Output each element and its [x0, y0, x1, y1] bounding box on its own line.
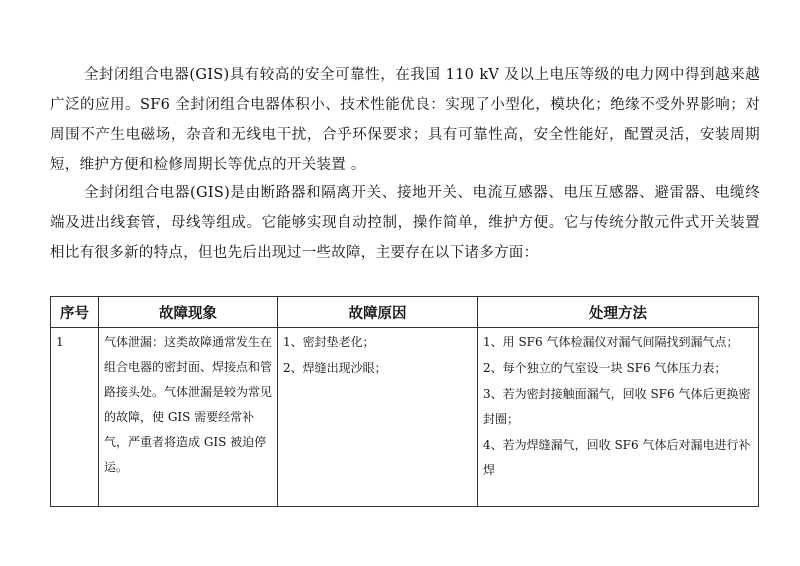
- header-cause: 故障原因: [278, 297, 478, 328]
- cell-index: 1: [51, 328, 99, 507]
- method-list: [483, 330, 754, 483]
- method-item: 1、用 SF6 气体检漏仪对漏气间隔找到漏气点；: [483, 335, 739, 349]
- header-method: 处理方法: [478, 297, 759, 328]
- intro-paragraph-1: 全封闭组合电器(GIS)具有较高的安全可靠性，在我国 110 kV 及以上电压等级的电力网中得到越来越广泛的应用。SF6 全封闭组合电器体积小、技术性能优良：实现了小型化，模块化；绝缘不受外界影响；对周围不产生电磁场，杂音和无线电干扰，合乎环保要求；具有可靠性高，安全性能好，配置灵活，安装周期短，维护方便和检修周期长等优点的开关装置 。: [50, 67, 760, 173]
- method-item: 2、每个独立的气室设一块 SF6 气体压力表；: [483, 361, 727, 375]
- fault-table: [50, 296, 759, 507]
- header-phenomenon: 故障现象: [99, 297, 278, 328]
- table-header-row: [51, 297, 759, 328]
- cell-cause: [278, 328, 478, 507]
- method-item: 3、若为密封接触面漏气，回收 SF6 气体后更换密封圈；: [483, 387, 751, 426]
- header-index: 序号: [51, 297, 99, 328]
- cell-method: [478, 328, 759, 507]
- table-row: [51, 328, 759, 507]
- cell-phenomenon: 气体泄漏：这类故障通常发生在组合电器的密封面、焊接点和管路接头处。气体泄漏是较为常见的故障，使 GIS 需要经常补气，严重者将造成 GIS 被迫停运。: [99, 328, 278, 507]
- cause-list: [283, 330, 473, 381]
- intro-paragraph-2: 全封闭组合电器(GIS)是由断路器和隔离开关、接地开关、电流互感器、电压互感器、避雷器、电缆终端及进出线套管，母线等组成。它能够实现自动控制，操作简单，维护方便。它与传统分散元件式开关装置相比有很多新的特点，但也先后出现过一些故障，主要存在以下诸多方面：: [50, 185, 760, 261]
- cause-item: 1、密封垫老化；: [283, 335, 375, 349]
- cause-item: 2、焊缝出现沙眼；: [283, 361, 387, 375]
- method-item: 4、若为焊缝漏气，回收 SF6 气体后对漏电进行补焊: [483, 438, 751, 477]
